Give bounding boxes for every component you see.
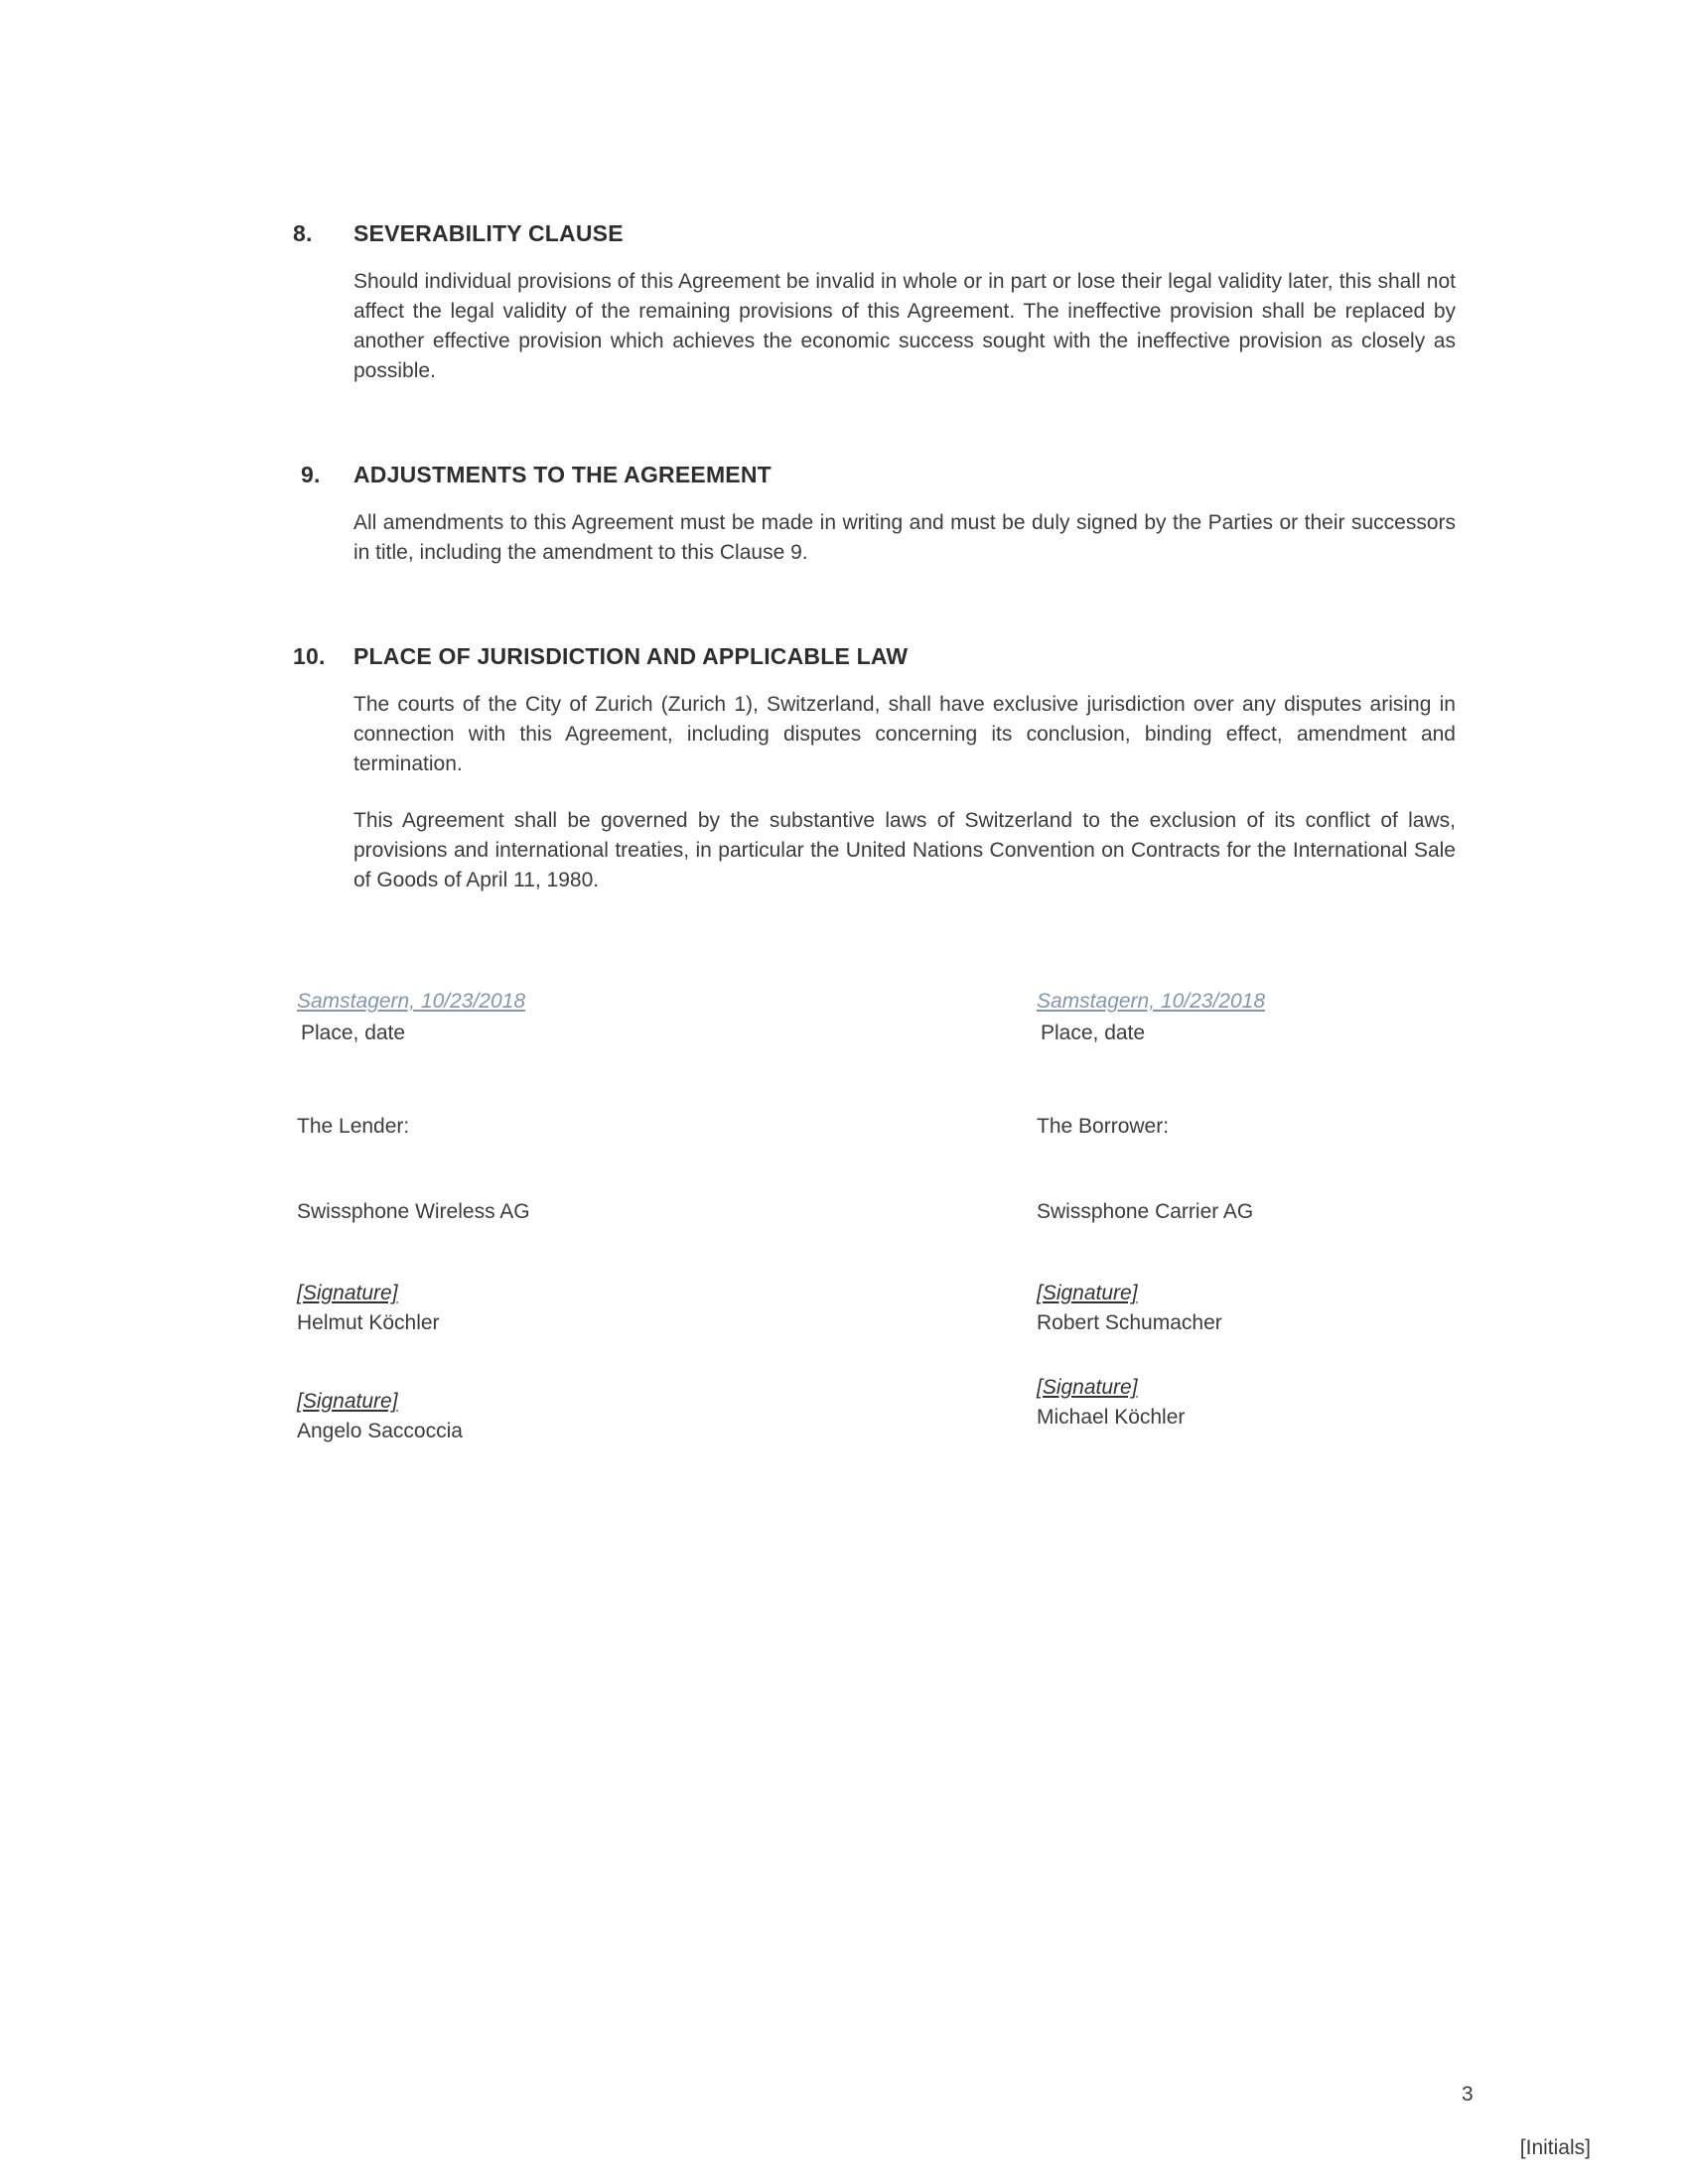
section-heading [293, 220, 1456, 247]
company-name-borrower: Swissphone Carrier AG [1037, 1200, 1254, 1223]
signature-block [1033, 1282, 1456, 1335]
section-severability-clause [293, 220, 1456, 386]
section-title: ADJUSTMENTS TO THE AGREEMENT [353, 462, 772, 487]
signature-block [293, 1282, 1033, 1335]
signatory-name: Michael Köchler [1037, 1406, 1186, 1429]
place-date-value-borrower: Samstagern, 10/23/2018 [1037, 990, 1265, 1013]
signature-placeholder: [Signature] [297, 1390, 398, 1413]
place-date-value-lender: Samstagern, 10/23/2018 [297, 990, 525, 1013]
section-paragraph: Should individual provisions of this Agreement be invalid in whole or in part or lose their legal validity later, this shall not affect the legal validity of the remaining provisions of this Agreement. The ineffective provision shall be replaced by another effective provision which achieves the economic success sought with the ineffective provision as closely as possible. [353, 270, 1456, 382]
section-jurisdiction [293, 643, 1456, 895]
initials-placeholder: [Initials] [1519, 2136, 1591, 2159]
section-adjustments [293, 462, 1456, 568]
signature-block [1033, 1376, 1456, 1430]
signature-placeholder: [Signature] [297, 1282, 398, 1304]
signature-placeholder: [Signature] [1037, 1376, 1138, 1399]
company-name-lender: Swissphone Wireless AG [297, 1200, 530, 1223]
section-number: 8. [293, 220, 313, 246]
section-number: 10. [293, 643, 326, 669]
signature-area [293, 990, 1456, 1498]
signatory-name: Helmut Köchler [297, 1311, 440, 1334]
page-number: 3 [1462, 2083, 1474, 2106]
place-date-label-lender: Place, date [301, 1022, 406, 1044]
signatory-name: Angelo Saccoccia [297, 1420, 463, 1442]
section-paragraph: This Agreement shall be governed by the substantive laws of Switzerland to the exclusion of its conflict of laws, provisions and international treaties, in particular the United Nations Convention on Contracts for the International Sale of Goods of April 11, 1980. [353, 809, 1456, 891]
signature-placeholder: [Signature] [1037, 1282, 1138, 1304]
section-heading [293, 462, 1456, 488]
place-date-label-borrower: Place, date [1041, 1022, 1146, 1044]
section-heading [293, 643, 1456, 670]
section-number: 9. [301, 462, 321, 487]
section-paragraph: All amendments to this Agreement must be made in writing and must be duly signed by the Parties or their successors in title, including the amendment to this Clause 9. [353, 511, 1456, 564]
section-title: SEVERABILITY CLAUSE [353, 220, 624, 246]
party-label-lender: The Lender: [297, 1115, 410, 1138]
signature-column-lender [293, 990, 1033, 1498]
section-title: PLACE OF JURISDICTION AND APPLICABLE LAW [353, 643, 909, 669]
signature-column-borrower [1033, 990, 1456, 1498]
section-paragraph: The courts of the City of Zurich (Zurich 1), Switzerland, shall have exclusive jurisdiction over any disputes arising in connection with this Agreement, including disputes concerning its conclusion, binding effect, amendment and termination. [353, 693, 1456, 775]
signature-block [293, 1390, 1033, 1443]
party-label-borrower: The Borrower: [1037, 1115, 1170, 1138]
signatory-name: Robert Schumacher [1037, 1311, 1222, 1334]
